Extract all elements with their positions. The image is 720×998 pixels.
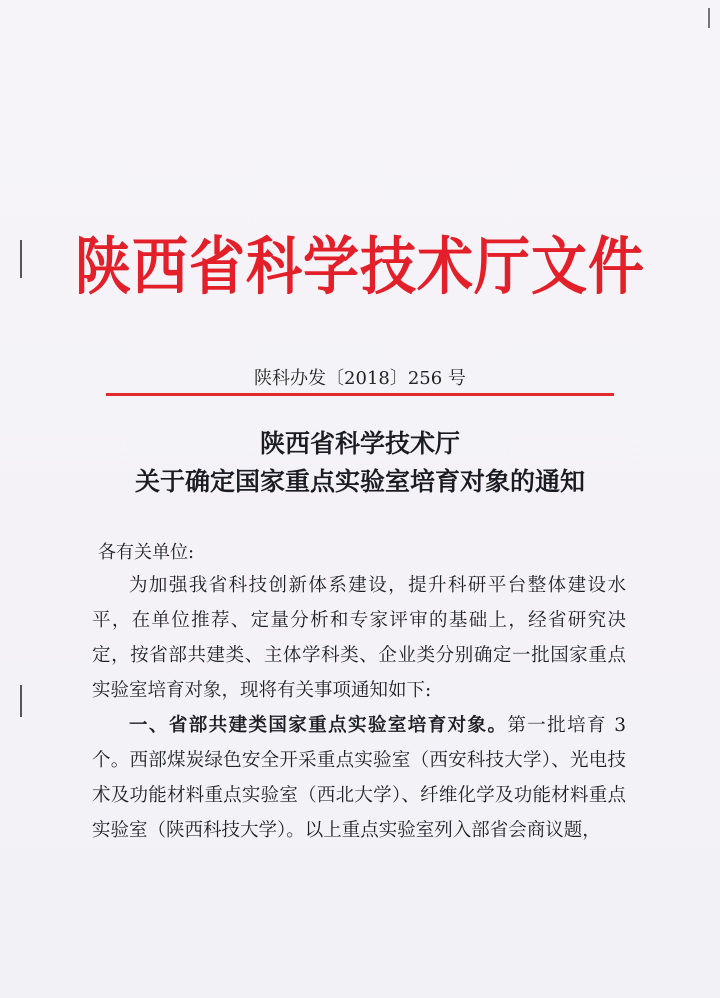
notice-title-line-1: 陕西省科学技术厅 [259, 429, 460, 458]
section-1-heading: 一、省部共建类国家重点实验室培育对象。 [129, 715, 508, 736]
paragraph-1: 为加强我省科技创新体系建设，提升科研平台整体建设水平，在单位推荐、定量分析和专家评审的基础上，经省研究决定，按省部共建类、主体学科类、企业类分别确定一批国家重点实验室培育对象，现将有关事项通知如下: [92, 575, 626, 701]
binding-mark [708, 8, 710, 28]
notice-title-line-2: 关于确定国家重点实验室培育对象的通知 [134, 467, 585, 496]
document-header-title: 陕西省科学技术厅文件 [75, 229, 645, 304]
document-number: 陕科办发〔2018〕256 号 [254, 368, 466, 389]
binding-mark [20, 685, 22, 717]
red-divider-line [106, 393, 614, 396]
paragraph-2 [92, 708, 626, 848]
salutation: 各有关单位: [98, 542, 195, 563]
body-text [92, 568, 626, 848]
section-1-text: 第一批培育 3 个。西部煤炭绿色安全开采重点实验室（西安科技大学）、光电技术及功能材料重点实验室（西北大学）、纤维化学及功能材料重点实验室（陕西科技大学）。以上重点实验室列入部省会商议题， [92, 715, 626, 841]
